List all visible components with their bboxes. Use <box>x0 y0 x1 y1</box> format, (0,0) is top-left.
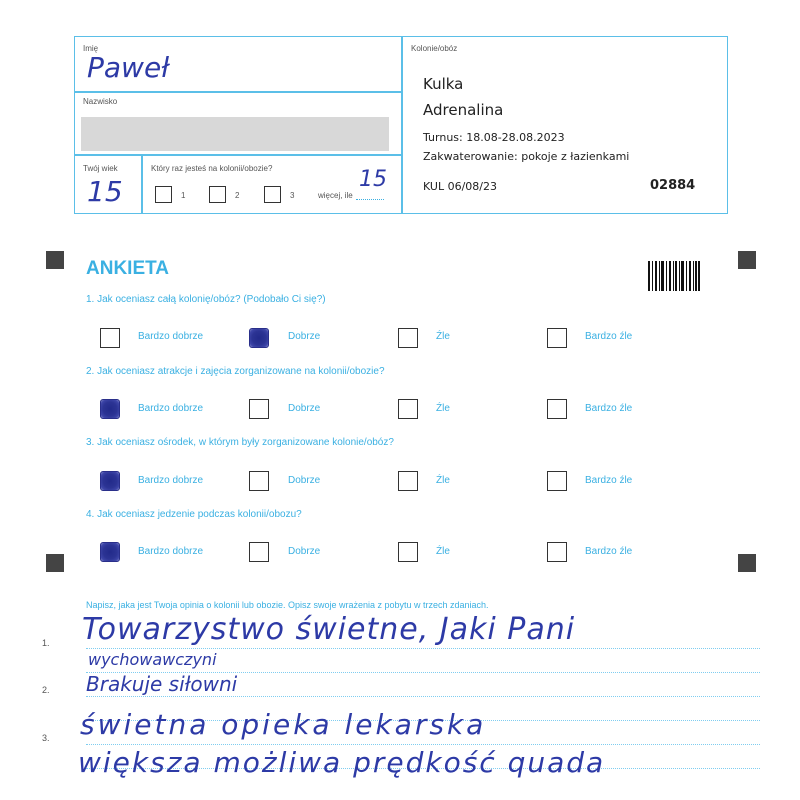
q3-option-bardzo-dobrze: Bardzo dobrze <box>138 475 204 486</box>
registration-marker-bottom-right <box>738 554 756 572</box>
imie-label: Imię <box>83 44 99 53</box>
q4-option-dobrze: Dobrze <box>288 546 321 557</box>
line-number-3: 3. <box>42 733 50 743</box>
q3-checkbox-bardzo-zle[interactable] <box>547 471 567 491</box>
q3-checkbox-dobrze[interactable] <box>249 471 269 491</box>
visit-count-label-1: 1 <box>181 191 186 200</box>
q2-option-bardzo-dobrze: Bardzo dobrze <box>138 403 204 414</box>
visit-count-checkbox-1[interactable] <box>155 186 172 203</box>
visit-count-checkbox-2[interactable] <box>209 186 226 203</box>
camp-name-1: Kulka <box>423 75 464 93</box>
visit-count-label-2: 2 <box>235 191 240 200</box>
camp-code: KUL 06/08/23 <box>423 180 497 193</box>
wiecej-value[interactable]: 15 <box>359 167 387 192</box>
q1-option-bardzo-dobrze: Bardzo dobrze <box>138 331 204 342</box>
q3-checkbox-zle[interactable] <box>398 471 418 491</box>
question-1-text: 1. Jak oceniasz całą kolonię/obóz? (Podobało Ci się?) <box>86 294 326 305</box>
q2-option-dobrze: Dobrze <box>288 403 321 414</box>
question-4-text: 4. Jak oceniasz jedzenie podczas kolonii/obozu? <box>86 509 302 520</box>
q4-checkbox-zle[interactable] <box>398 542 418 562</box>
visit-count-label-3: 3 <box>290 191 295 200</box>
q2-option-zle: Źle <box>436 403 450 414</box>
question-2-text: 2. Jak oceniasz atrakcje i zajęcia zorganizowane na kolonii/obozie? <box>86 366 385 377</box>
answer-line-2a <box>86 696 760 697</box>
q1-option-bardzo-zle: Bardzo źle <box>585 331 633 342</box>
turnus-text: Turnus: 18.08-28.08.2023 <box>423 131 565 144</box>
q2-checkbox-bardzo-zle[interactable] <box>547 399 567 419</box>
q4-option-bardzo-dobrze: Bardzo dobrze <box>138 546 204 557</box>
redacted-surname <box>81 117 389 151</box>
visit-count-checkbox-3[interactable] <box>264 186 281 203</box>
handwriting-line-5[interactable]: większa możliwa prędkość quada <box>78 746 606 779</box>
zakwaterowanie-text: Zakwaterowanie: pokoje z łazienkami <box>423 150 630 163</box>
camp-name-2: Adrenalina <box>423 101 504 119</box>
q4-option-bardzo-zle: Bardzo źle <box>585 546 633 557</box>
q1-checkbox-dobrze[interactable] <box>249 328 269 348</box>
header-divider-1 <box>75 91 401 93</box>
handwriting-line-3[interactable]: Brakuje siłowni <box>86 672 238 696</box>
q4-checkbox-dobrze[interactable] <box>249 542 269 562</box>
q4-checkbox-bardzo-zle[interactable] <box>547 542 567 562</box>
q3-option-dobrze: Dobrze <box>288 475 321 486</box>
wiek-label: Twój wiek <box>83 164 118 173</box>
q2-checkbox-zle[interactable] <box>398 399 418 419</box>
wiecej-label: więcej, ile <box>318 191 353 200</box>
registration-marker-top-right <box>738 251 756 269</box>
registration-marker-top-left <box>46 251 64 269</box>
q3-checkbox-bardzo-dobrze[interactable] <box>100 471 120 491</box>
q4-checkbox-bardzo-dobrze[interactable] <box>100 542 120 562</box>
q1-checkbox-zle[interactable] <box>398 328 418 348</box>
handwriting-line-2[interactable]: wychowawczyni <box>88 650 217 669</box>
header-divider-3 <box>141 154 143 213</box>
ktory-raz-label: Który raz jesteś na kolonii/obozie? <box>151 164 273 173</box>
imie-value[interactable]: Paweł <box>87 51 170 84</box>
wiecej-dotted-line <box>356 199 384 200</box>
q1-checkbox-bardzo-dobrze[interactable] <box>100 328 120 348</box>
q4-option-zle: Źle <box>436 546 450 557</box>
answer-line-1a <box>86 648 760 649</box>
handwriting-line-4[interactable]: świetna opieka lekarska <box>80 708 487 741</box>
registration-marker-bottom-left <box>46 554 64 572</box>
wiek-value[interactable]: 15 <box>87 175 123 208</box>
opinion-prompt: Napisz, jaka jest Twoja opinia o kolonii lub obozie. Opisz swoje wrażenia z pobytu w trzech zdaniach. <box>86 600 489 610</box>
q2-option-bardzo-zle: Bardzo źle <box>585 403 633 414</box>
handwriting-line-1[interactable]: Towarzystwo świetne, Jaki Pani <box>82 612 576 647</box>
barcode-icon <box>648 261 700 291</box>
question-3-text: 3. Jak oceniasz ośrodek, w którym były zorganizowane kolonie/obóz? <box>86 437 394 448</box>
form-number: 02884 <box>650 178 696 193</box>
header-divider-vertical <box>401 37 403 213</box>
q1-option-dobrze: Dobrze <box>288 331 321 342</box>
kolonie-label: Kolonie/obóz <box>411 44 458 53</box>
q2-checkbox-bardzo-dobrze[interactable] <box>100 399 120 419</box>
nazwisko-label: Nazwisko <box>83 97 118 106</box>
line-number-2: 2. <box>42 685 50 695</box>
line-number-1: 1. <box>42 638 50 648</box>
q1-option-zle: Źle <box>436 331 450 342</box>
survey-title: ANKIETA <box>86 258 170 279</box>
q1-checkbox-bardzo-zle[interactable] <box>547 328 567 348</box>
q2-checkbox-dobrze[interactable] <box>249 399 269 419</box>
answer-line-3a <box>86 744 760 745</box>
q3-option-bardzo-zle: Bardzo źle <box>585 475 633 486</box>
q3-option-zle: Źle <box>436 475 450 486</box>
header-box <box>74 36 728 214</box>
header-divider-2 <box>75 154 401 156</box>
